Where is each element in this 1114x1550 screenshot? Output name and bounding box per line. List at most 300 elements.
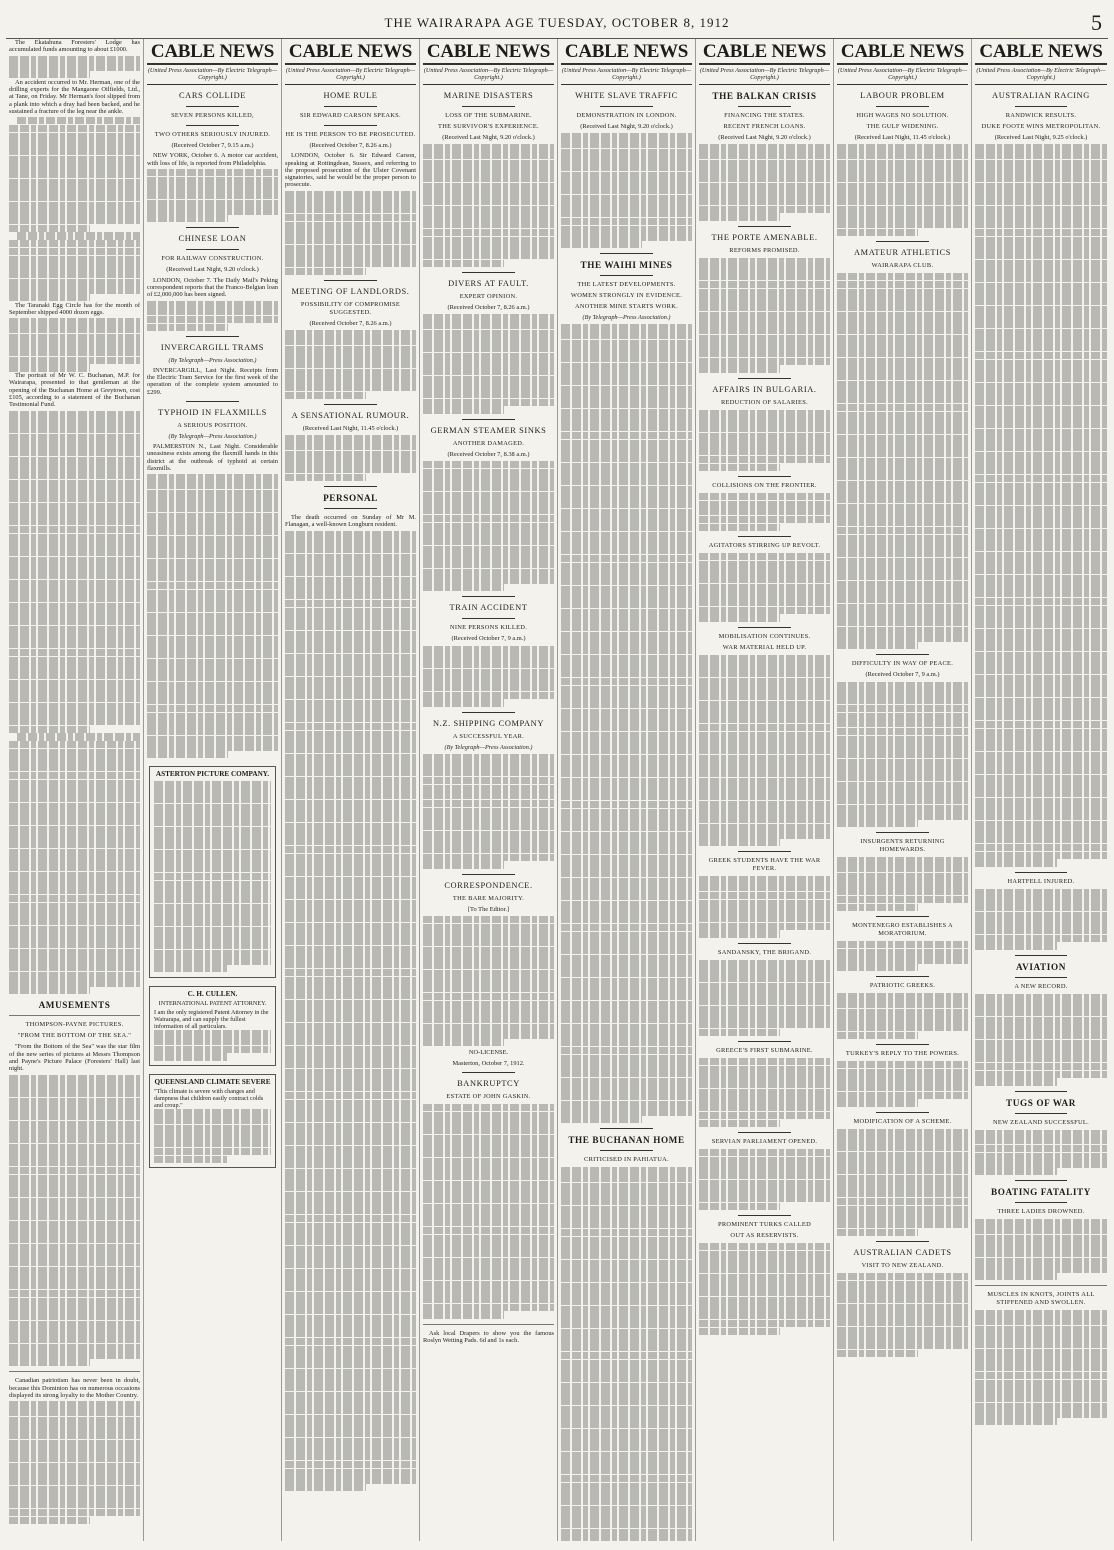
text-line	[837, 1288, 968, 1295]
text-line	[285, 369, 416, 376]
col4-body-block-5	[423, 754, 554, 869]
text-line	[9, 657, 140, 664]
text-line	[837, 642, 918, 649]
text-line	[561, 839, 692, 846]
bulgaria-heading: AFFAIRS IN BULGARIA.	[712, 384, 817, 394]
text-line	[147, 177, 278, 184]
text-line	[837, 1273, 968, 1280]
text-line	[699, 265, 830, 272]
text-line	[699, 1058, 830, 1065]
text-line	[837, 812, 968, 819]
mobilisation-heading: MOBILISATION CONTINUES.	[718, 632, 811, 640]
text-line	[837, 1092, 968, 1099]
text-line	[975, 506, 1107, 513]
text-line	[147, 582, 278, 589]
text-line	[147, 713, 278, 720]
text-line	[147, 308, 278, 315]
text-line	[975, 459, 1107, 466]
text-line	[285, 443, 416, 450]
text-line	[9, 856, 140, 863]
text-line	[147, 659, 278, 666]
text-line	[285, 892, 416, 899]
text-line	[837, 312, 968, 319]
text-line	[9, 503, 140, 510]
text-line	[699, 1258, 830, 1265]
australian-racing-received: (Received Last Night, 9.25 o'clock.)	[994, 134, 1088, 141]
text-line	[9, 710, 140, 717]
text-line	[9, 1082, 140, 1089]
text-line	[561, 1039, 692, 1046]
text-line	[9, 1136, 140, 1143]
text-line	[9, 341, 140, 348]
text-line	[561, 1055, 692, 1062]
queensland-climate-ad	[149, 1074, 276, 1168]
text-line	[423, 538, 554, 545]
text-line	[561, 778, 692, 785]
text-line	[837, 805, 968, 812]
col1-closing-text: Canadian patriotism has never been in doubt, because this Dominion has on numerous occasions displayed its strong loyalty to the Mother Country.	[9, 1377, 140, 1399]
text-line	[699, 1006, 830, 1013]
text-line	[561, 424, 692, 431]
col7-banner: CABLE NEWS	[837, 41, 968, 65]
text-line	[423, 569, 554, 576]
queensland-ad-heading: QUEENSLAND CLIMATE SEVERE	[154, 1078, 271, 1087]
text-line	[837, 1001, 968, 1008]
column-8	[972, 39, 1110, 1541]
text-line	[975, 828, 1107, 835]
text-line	[561, 916, 692, 923]
marine-disasters-received: (Received Last Night, 9.20 o'clock.)	[442, 134, 535, 141]
text-line	[699, 1251, 830, 1258]
text-line	[699, 493, 830, 500]
text-line	[561, 378, 692, 385]
text-line	[285, 877, 416, 884]
text-line	[699, 553, 830, 560]
col4-body-block-6	[423, 916, 554, 1046]
text-line	[561, 347, 692, 354]
text-line	[9, 1470, 140, 1477]
col8-body-block-1	[975, 144, 1107, 866]
text-line	[9, 202, 140, 209]
text-line	[837, 1032, 918, 1039]
cars-collide-sub-1: SEVEN PERSONS KILLED,	[171, 112, 254, 119]
col5-banner: CABLE NEWS	[561, 41, 692, 65]
text-line	[423, 1204, 554, 1211]
text-line	[699, 152, 830, 159]
text-line	[561, 732, 692, 739]
text-line	[285, 600, 416, 607]
text-line	[9, 71, 90, 78]
text-line	[699, 670, 830, 677]
text-line	[285, 1138, 416, 1145]
text-line	[154, 857, 271, 864]
col4-banner: CABLE NEWS	[423, 41, 554, 65]
text-line	[975, 567, 1107, 574]
text-line	[975, 994, 1107, 1001]
text-line	[285, 1238, 416, 1245]
text-line	[285, 1053, 416, 1060]
text-line	[837, 442, 968, 449]
labour-problem-heading: LABOUR PROBLEM	[860, 91, 945, 100]
text-line	[975, 1227, 1107, 1234]
col8-credit: (United Press Association—By Electric Telegraph—Copyright.)	[976, 67, 1106, 81]
text-line	[837, 797, 968, 804]
text-line	[699, 655, 830, 662]
text-line	[561, 1078, 692, 1085]
text-line	[699, 425, 830, 432]
chinese-loan-sub: FOR RAILWAY CONSTRUCTION.	[161, 255, 264, 263]
col1-body-block-3	[9, 318, 140, 371]
home-rule-sub-2: HE IS THE PERSON TO BE PROSECUTED.	[285, 131, 416, 138]
col8-body-block-3	[975, 994, 1107, 1086]
text-line	[975, 767, 1107, 774]
text-line	[561, 241, 642, 248]
text-line	[154, 1132, 271, 1139]
text-line	[285, 677, 416, 684]
text-line	[154, 957, 271, 964]
text-line	[423, 661, 554, 668]
text-line	[423, 1273, 554, 1280]
text-line	[9, 687, 140, 694]
text-line	[423, 576, 554, 583]
col7-body-block-5	[837, 941, 968, 971]
home-rule-received: (Received October 7, 8.26 a.m.)	[309, 142, 392, 149]
text-line	[561, 616, 692, 623]
text-line	[285, 838, 416, 845]
text-line	[561, 1498, 692, 1505]
text-line	[699, 273, 830, 280]
text-line	[423, 546, 554, 553]
text-line	[837, 604, 968, 611]
text-line	[423, 213, 554, 220]
text-line	[699, 584, 830, 591]
balkan-crisis-received: (Received Last Night, 9.20 o'clock.)	[718, 134, 811, 141]
text-line	[699, 417, 830, 424]
text-line	[423, 808, 554, 815]
text-line	[975, 267, 1107, 274]
text-line	[154, 781, 271, 788]
text-line	[699, 327, 830, 334]
text-line	[699, 967, 830, 974]
balkan-crisis-heading: THE BALKAN CRISIS	[712, 91, 817, 101]
text-line	[423, 360, 554, 367]
col4-body-block-1	[423, 144, 554, 267]
text-line	[423, 977, 554, 984]
text-line	[9, 680, 140, 687]
text-line	[561, 601, 692, 608]
text-line	[975, 367, 1107, 374]
text-line	[561, 870, 692, 877]
text-line	[561, 393, 692, 400]
text-line	[561, 1062, 692, 1069]
text-line	[699, 708, 830, 715]
text-line	[9, 357, 140, 364]
text-line	[285, 376, 416, 383]
asterton-picture-ad-heading: ASTERTON PICTURE COMPANY.	[155, 770, 270, 779]
text-line	[154, 965, 227, 972]
text-line	[837, 1296, 968, 1303]
text-line	[837, 550, 968, 557]
text-line	[975, 682, 1107, 689]
text-line	[837, 1190, 968, 1197]
text-line	[975, 659, 1107, 666]
text-line	[975, 152, 1107, 159]
text-line	[699, 923, 830, 930]
text-line	[699, 1289, 830, 1296]
text-line	[423, 337, 554, 344]
text-line	[423, 353, 554, 360]
marine-disasters-sub: LOSS OF THE SUBMARINE.	[445, 112, 532, 119]
text-line	[9, 1328, 140, 1335]
text-line	[154, 1053, 227, 1060]
text-line	[699, 747, 830, 754]
text-line	[561, 570, 692, 577]
text-line	[561, 1313, 692, 1320]
text-line	[423, 692, 554, 699]
text-line	[147, 620, 278, 627]
text-line	[975, 1265, 1107, 1272]
text-line	[9, 764, 140, 771]
col7-body-block-8	[837, 1129, 968, 1236]
text-line	[285, 977, 416, 984]
text-line	[561, 1306, 692, 1313]
text-line	[837, 558, 968, 565]
text-line	[561, 1001, 692, 1008]
text-line	[285, 1307, 416, 1314]
text-line	[699, 785, 830, 792]
text-line	[285, 268, 366, 275]
text-line	[837, 896, 968, 903]
text-line	[561, 832, 692, 839]
text-line	[561, 1116, 642, 1123]
text-line	[699, 907, 830, 914]
text-line	[9, 1113, 140, 1120]
text-line	[837, 381, 968, 388]
text-line	[699, 1320, 830, 1327]
text-line	[975, 436, 1107, 443]
text-line	[285, 206, 416, 213]
text-line	[423, 1219, 554, 1226]
text-line	[423, 1281, 554, 1288]
col6-body-block-2	[699, 258, 830, 373]
text-line	[285, 561, 416, 568]
text-line	[285, 1407, 416, 1414]
text-line	[9, 248, 140, 255]
text-line	[423, 1119, 554, 1126]
text-line	[699, 614, 780, 621]
text-line	[285, 222, 416, 229]
text-line	[9, 1221, 140, 1228]
text-line	[561, 670, 692, 677]
col7-body-block-3	[837, 682, 968, 828]
text-line	[699, 607, 830, 614]
text-line	[423, 190, 554, 197]
waihi-mines-credit: (By Telegraph—Press Association.)	[582, 314, 671, 322]
text-line	[423, 499, 554, 506]
text-line	[9, 641, 140, 648]
text-line	[285, 1038, 416, 1045]
col2-banner: CABLE NEWS	[147, 41, 278, 65]
text-line	[975, 1318, 1107, 1325]
text-line	[561, 355, 692, 362]
text-line	[837, 365, 968, 372]
text-line	[699, 591, 830, 598]
text-line	[837, 1167, 968, 1174]
text-line	[561, 447, 692, 454]
text-line	[561, 862, 692, 869]
text-line	[561, 1336, 692, 1343]
text-line	[9, 833, 140, 840]
col4-body-block-2	[423, 314, 554, 414]
aviation-heading: AVIATION	[1016, 961, 1066, 972]
text-line	[699, 304, 830, 311]
text-line	[147, 482, 278, 489]
text-line	[699, 167, 830, 174]
text-line	[423, 1127, 554, 1134]
text-line	[699, 678, 830, 685]
text-line	[699, 1157, 830, 1164]
text-line	[561, 432, 692, 439]
text-line	[285, 1230, 416, 1237]
scheme-modification-heading: MODIFICATION OF A SCHEME.	[853, 1117, 952, 1125]
text-line	[9, 318, 140, 325]
text-line	[561, 1252, 692, 1259]
text-line	[147, 513, 278, 520]
text-line	[423, 684, 554, 691]
text-line	[699, 508, 830, 515]
text-line	[561, 1429, 692, 1436]
text-line	[561, 218, 692, 225]
text-line	[561, 1198, 692, 1205]
text-line	[561, 908, 692, 915]
text-line	[837, 427, 968, 434]
text-line	[147, 566, 278, 573]
text-line	[837, 213, 968, 220]
waihi-mines-sub-2: WOMEN STRONGLY IN EVIDENCE.	[570, 292, 683, 300]
text-line	[423, 1304, 554, 1311]
text-line	[9, 926, 140, 933]
text-line	[837, 581, 968, 588]
text-line	[837, 682, 968, 689]
text-line	[837, 412, 968, 419]
text-line	[561, 1406, 692, 1413]
text-line	[837, 1129, 968, 1136]
text-line	[975, 1219, 1107, 1226]
text-line	[837, 198, 968, 205]
text-line	[699, 524, 780, 531]
text-line	[975, 275, 1107, 282]
text-line	[423, 1296, 554, 1303]
text-line	[9, 1290, 140, 1297]
col8-banner: CABLE NEWS	[975, 41, 1107, 65]
text-line	[975, 942, 1057, 949]
text-line	[561, 532, 692, 539]
text-line	[423, 1104, 554, 1111]
text-line	[975, 859, 1057, 866]
text-line	[561, 655, 692, 662]
text-line	[9, 826, 140, 833]
text-line	[285, 1161, 416, 1168]
text-line	[699, 464, 780, 471]
text-line	[9, 1244, 140, 1251]
cullen-ad-heading: C. H. CULLEN.	[187, 989, 238, 998]
text-line	[423, 646, 554, 653]
text-line	[561, 1183, 692, 1190]
text-line	[147, 536, 278, 543]
text-line	[285, 815, 416, 822]
cars-collide-heading: CARS COLLIDE	[179, 91, 246, 100]
text-line	[975, 398, 1107, 405]
text-line	[561, 1506, 692, 1513]
text-line	[285, 608, 416, 615]
text-line	[561, 1047, 692, 1054]
text-line	[975, 1364, 1107, 1371]
text-line	[975, 360, 1107, 367]
text-line	[285, 1376, 416, 1383]
text-line	[975, 144, 1107, 151]
text-line	[561, 1024, 692, 1031]
text-line	[9, 718, 140, 725]
text-line	[285, 1023, 416, 1030]
text-line	[147, 215, 228, 222]
text-line	[9, 194, 140, 201]
text-line	[154, 950, 271, 957]
text-line	[9, 618, 140, 625]
text-line	[423, 229, 554, 236]
text-line	[285, 1484, 366, 1491]
text-line	[561, 1452, 692, 1459]
text-line	[561, 955, 692, 962]
text-line	[699, 762, 830, 769]
text-line	[285, 252, 416, 259]
text-line	[9, 703, 140, 710]
text-line	[975, 167, 1107, 174]
text-line	[147, 474, 278, 481]
text-line	[285, 715, 416, 722]
text-line	[975, 836, 1107, 843]
text-line	[423, 1288, 554, 1295]
text-line	[561, 1375, 692, 1382]
text-line	[423, 1165, 554, 1172]
hartfell-heading: HARTFELL INJURED.	[1007, 877, 1075, 885]
text-line	[9, 903, 140, 910]
text-line	[154, 1125, 271, 1132]
text-line	[699, 281, 830, 288]
column-4	[420, 39, 558, 1541]
text-line	[285, 1369, 416, 1376]
text-line	[699, 1180, 830, 1187]
text-line	[699, 350, 830, 357]
text-line	[9, 294, 90, 301]
text-line	[561, 1444, 692, 1451]
text-line	[423, 846, 554, 853]
text-line	[285, 1015, 416, 1022]
text-line	[837, 736, 968, 743]
text-line	[561, 179, 692, 186]
text-line	[9, 240, 140, 247]
col2-body-block-1	[147, 169, 278, 222]
text-line	[837, 183, 968, 190]
australian-cadets-sub: VISIT TO NEW ZEALAND.	[861, 1261, 944, 1269]
text-line	[975, 1235, 1107, 1242]
text-line	[285, 1061, 416, 1068]
text-line	[837, 519, 968, 526]
text-line	[285, 451, 416, 458]
text-line	[561, 363, 692, 370]
australian-cadets-heading: AUSTRALIAN CADETS	[853, 1247, 952, 1257]
text-line	[699, 892, 830, 899]
text-line	[9, 749, 140, 756]
